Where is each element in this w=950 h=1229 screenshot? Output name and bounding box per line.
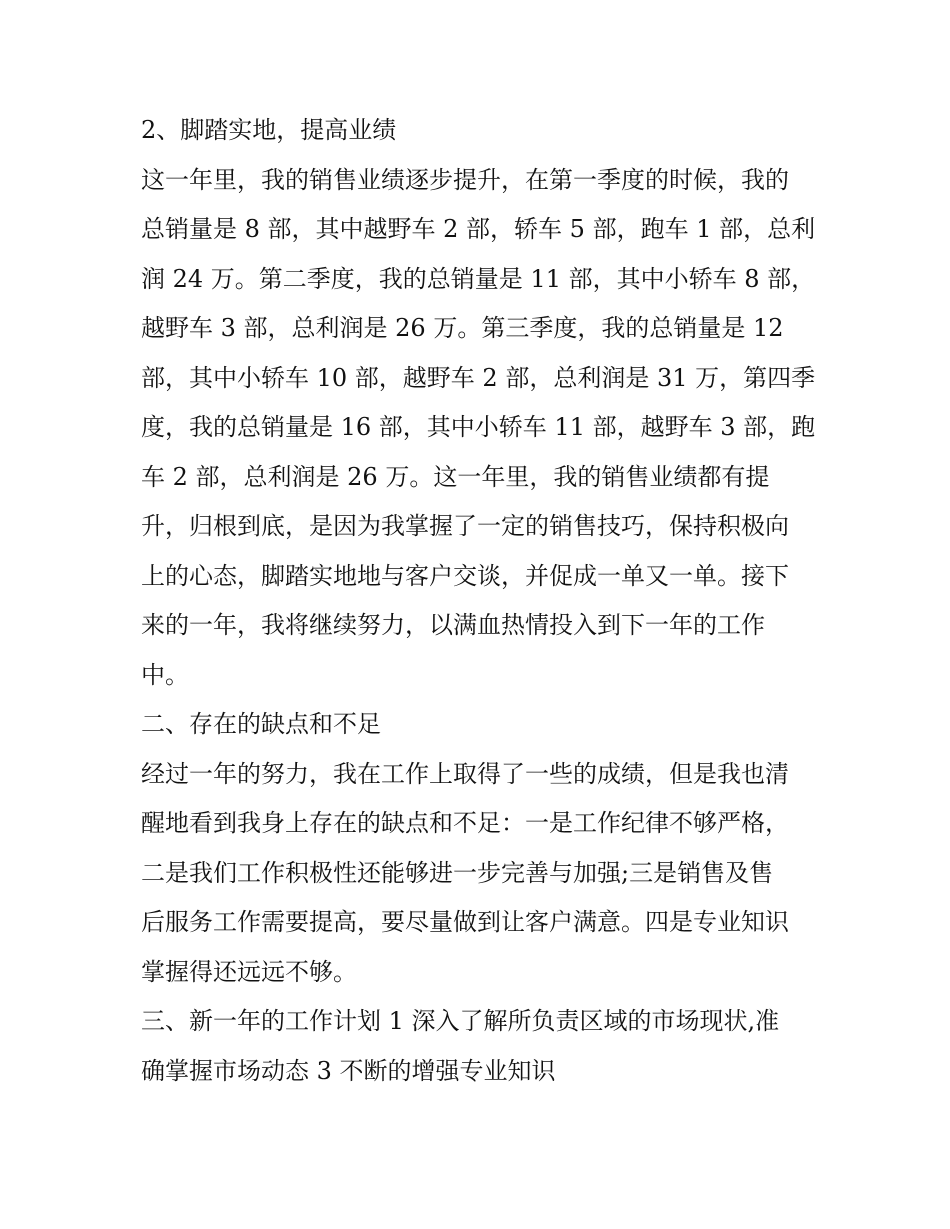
paragraph-line: 越野车 3 部，总利润是 26 万。第三季度，我的总销量是 12	[141, 314, 784, 342]
paragraph-line: 经过一年的努力，我在工作上取得了一些的成绩，但是我也清	[141, 759, 789, 788]
section-heading-sales-performance: 2、脚踏实地，提高业绩	[141, 116, 397, 144]
paragraph-line: 确掌握市场动态 3 不断的增强专业知识	[141, 1056, 556, 1085]
section-heading-work-plan: 三、新一年的工作计划 1 深入了解所负责区域的市场现状,准	[141, 1007, 780, 1035]
paragraph-line: 掌握得还远远不够。	[141, 957, 357, 986]
paragraph-line: 二是我们工作积极性还能够进一步完善与加强;三是销售及售	[141, 858, 774, 887]
paragraph-line: 这一年里，我的销售业绩逐步提升，在第一季度的时候，我的	[141, 165, 789, 194]
document-body	[141, 106, 831, 1096]
paragraph-line: 升，归根到底，是因为我掌握了一定的销售技巧，保持积极向	[141, 512, 789, 540]
paragraph-line: 醒地看到我身上存在的缺点和不足：一是工作纪律不够严格，	[141, 809, 789, 837]
paragraph-line: 部，其中小轿车 10 部，越野车 2 部，总利润是 31 万，第四季	[141, 363, 816, 392]
paragraph-line: 润 24 万。第二季度，我的总销量是 11 部，其中小轿车 8 部，	[141, 264, 816, 293]
paragraph-line: 度，我的总销量是 16 部，其中小轿车 11 部，越野车 3 部，跑	[141, 413, 816, 441]
paragraph-line: 上的心态，脚踏实地地与客户交谈，并促成一单又一单。接下	[141, 561, 789, 590]
paragraph-line: 后服务工作需要提高，要尽量做到让客户满意。四是专业知识	[141, 908, 789, 936]
paragraph-line: 中。	[141, 660, 189, 689]
section-heading-shortcomings: 二、存在的缺点和不足	[141, 710, 381, 738]
paragraph-line: 车 2 部，总利润是 26 万。这一年里，我的销售业绩都有提	[141, 462, 770, 491]
paragraph-line: 来的一年，我将继续努力，以满血热情投入到下一年的工作	[141, 611, 765, 639]
paragraph-line: 总销量是 8 部，其中越野车 2 部，轿车 5 部，跑车 1 部，总利	[141, 215, 816, 243]
